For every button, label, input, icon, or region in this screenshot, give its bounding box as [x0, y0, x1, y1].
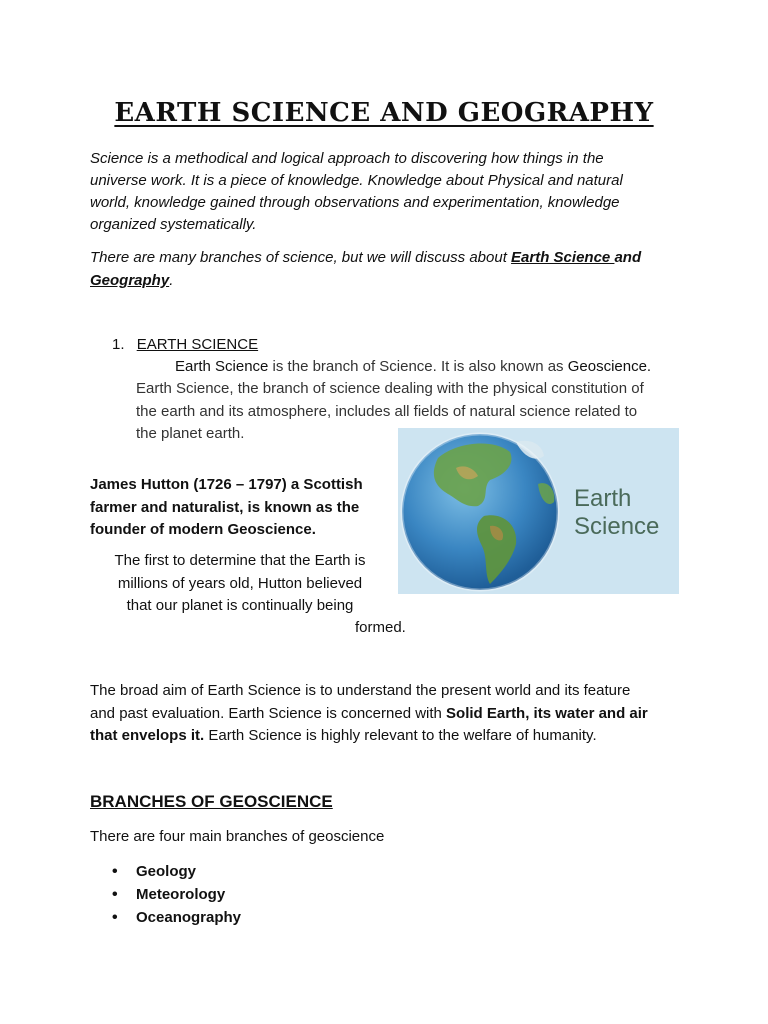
aim-paragraph: The broad aim of Earth Science is to understand the present world and its feature and past evaluation. Earth Science is concerned with Solid Earth, its water and air that envelops it. Earth Science is highly relevant to the welfare of humanity. — [90, 682, 648, 744]
branches-intro: There are many branches of science, but we will discuss about Earth Science and Geography. — [90, 249, 642, 289]
section-earth-science-heading: 1. EARTH SCIENCE — [112, 336, 259, 353]
list-item: • Geology — [112, 860, 241, 883]
hutton-last-word: formed. — [355, 619, 406, 636]
globe-illustration — [398, 428, 679, 594]
list-item: • Oceanography — [112, 906, 241, 929]
intro-line: Science is a methodical and logical approach to discovering how things in the — [90, 150, 604, 167]
document-title: EARTH SCIENCE AND GEOGRAPHY — [114, 98, 654, 128]
earth-science-link: Earth Science — [511, 249, 615, 266]
intro-line: organized systematically. — [90, 216, 257, 233]
section-earth-science-line1: Earth Science is the branch of Science. It is also known as Geoscience. — [175, 358, 652, 375]
intro-paragraph — [90, 148, 690, 236]
hutton-intro: James Hutton (1726 – 1797) a Scottish farmer and naturalist, is known as the founder of modern Geoscience. — [90, 476, 363, 538]
earth-science-image — [398, 428, 679, 594]
section-earth-science-body: Earth Science, the branch of science dealing with the physical constitution of the earth and its atmosphere, includes all fields of natural science related to the planet earth. — [136, 380, 644, 442]
hutton-detail: The first to determine that the Earth is millions of years old, Hutton believed that our planet is continually being — [114, 552, 366, 614]
branches-intro-text: There are four main branches of geoscience — [90, 828, 385, 845]
image-label-science: Science — [574, 513, 660, 540]
branches-list — [112, 860, 241, 929]
branches-heading: BRANCHES OF GEOSCIENCE — [90, 792, 333, 811]
list-item: • Meteorology — [112, 883, 241, 906]
intro-line: universe work. It is a piece of knowledge. Knowledge about Physical and natural — [90, 172, 623, 189]
intro-line: world, knowledge gained through observations and experimentation, knowledge — [90, 194, 620, 211]
geography-link: Geography — [90, 272, 170, 289]
image-label-earth: Earth — [574, 485, 632, 512]
